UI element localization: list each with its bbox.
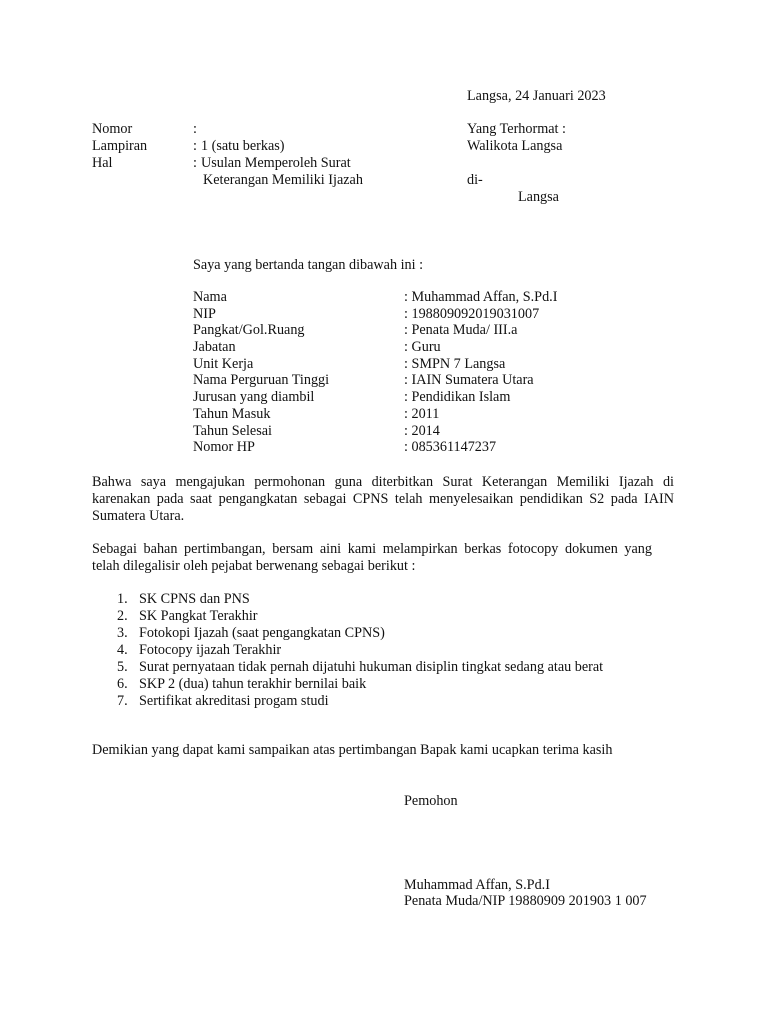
body-paragraph-attachments: Sebagai bahan pertimbangan, bersam aini kami melampirkan berkas fotocopy dokumen yang telah dilegalisir oleh pejabat berwenang sebagai berikut : [92, 541, 652, 574]
list-item-text: Sertifikat akreditasi progam studi [139, 693, 329, 709]
identity-label: Pangkat/Gol.Ruang [193, 322, 305, 339]
closing-sentence: Demikian yang dapat kami sampaikan atas pertimbangan Bapak kami ucapkan terima kasih [92, 742, 613, 758]
identity-value: : 085361147237 [404, 439, 497, 456]
identity-value: : Pendidikan Islam [404, 389, 511, 406]
list-item-number: 1. [117, 591, 128, 607]
list-item-number: 5. [117, 659, 128, 675]
signature-role: Pemohon [404, 793, 458, 809]
header-colon-nomor: : [193, 121, 197, 137]
signature-rank-nip: Penata Muda/NIP 19880909 201903 1 007 [404, 893, 647, 909]
recipient-greeting: Yang Terhormat : [467, 121, 566, 137]
identity-value: : Penata Muda/ III.a [404, 322, 518, 339]
header-label-hal: Hal [92, 155, 113, 171]
identity-value: : 2011 [404, 405, 440, 422]
header-colon-lampiran: : [193, 138, 197, 154]
identity-value: : SMPN 7 Langsa [404, 355, 506, 372]
identity-value: : Muhammad Affan, S.Pd.I [404, 289, 558, 305]
list-item-text: SK Pangkat Terakhir [139, 608, 258, 624]
list-item-text: Fotokopi Ijazah (saat pengangkatan CPNS) [139, 625, 385, 641]
body-paragraph-request: Bahwa saya mengajukan permohonan guna diterbitkan Surat Keterangan Memiliki Ijazah di karenakan pada saat pengangkatan sebagai CPNS telah menyelesaikan pendidikan S2 pada IAIN Sumatera Utara. [92, 474, 674, 524]
identity-label: Nama Perguruan Tinggi [193, 372, 330, 389]
signature-name: Muhammad Affan, S.Pd.I [404, 877, 550, 893]
header-value-hal: Usulan Memperoleh Surat [201, 155, 351, 171]
header-colon-hal: : [193, 155, 197, 171]
header-label-nomor: Nomor [92, 121, 133, 137]
list-item-number: 4. [117, 642, 128, 658]
header-label-lampiran: Lampiran [92, 138, 148, 154]
identity-label: NIP [193, 305, 216, 322]
header-subject-continuation: Keterangan Memiliki Ijazah [203, 172, 363, 188]
place-date: Langsa, 24 Januari 2023 [467, 88, 606, 104]
identity-label: Unit Kerja [193, 355, 254, 372]
identity-value: : Guru [404, 339, 441, 356]
identity-label: Nomor HP [193, 439, 255, 456]
recipient-city: Langsa [518, 189, 559, 205]
list-item-number: 2. [117, 608, 128, 624]
list-item-number: 3. [117, 625, 128, 641]
identity-label: Jabatan [193, 339, 236, 356]
identity-label: Tahun Selesai [193, 422, 272, 439]
identity-label: Nama [193, 289, 227, 305]
identity-value: : 198809092019031007 [404, 305, 540, 322]
list-item-number: 6. [117, 676, 128, 692]
recipient-at: di- [467, 172, 483, 188]
list-item-text: Surat pernyataan tidak pernah dijatuhi hukuman disiplin tingkat sedang atau berat [139, 659, 604, 675]
intro-text: Saya yang bertanda tangan dibawah ini : [193, 257, 424, 273]
list-item-number: 7. [117, 693, 128, 709]
list-item-text: SK CPNS dan PNS [139, 591, 250, 607]
list-item-text: Fotocopy ijazah Terakhir [139, 642, 282, 658]
header-value-lampiran: 1 (satu berkas) [201, 138, 285, 154]
identity-value: : 2014 [404, 422, 440, 439]
identity-value: : IAIN Sumatera Utara [404, 372, 534, 389]
list-item-text: SKP 2 (dua) tahun terakhir bernilai baik [139, 676, 367, 692]
identity-label: Jurusan yang diambil [193, 389, 315, 406]
identity-label: Tahun Masuk [193, 405, 271, 422]
recipient-name: Walikota Langsa [467, 138, 563, 154]
